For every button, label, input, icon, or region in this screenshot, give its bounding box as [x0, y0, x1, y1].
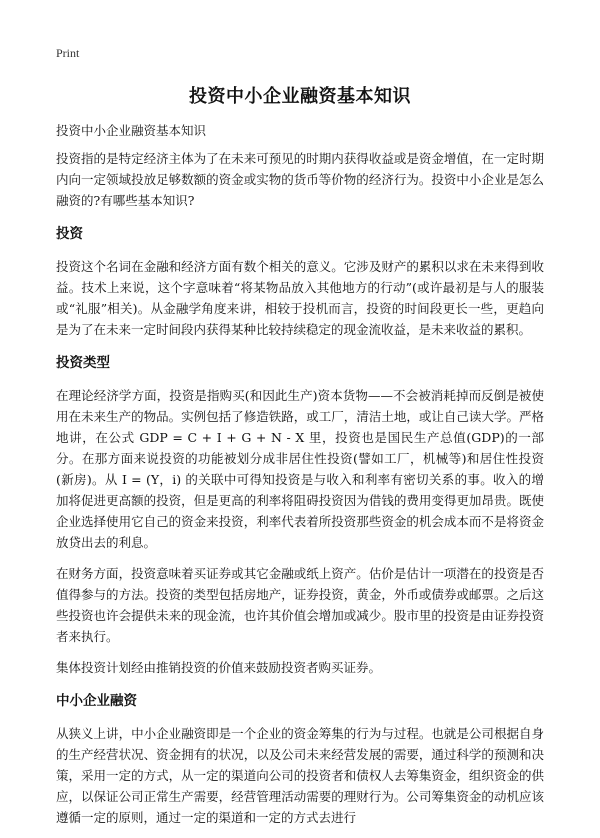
- section-heading-investment-types: 投资类型: [56, 355, 110, 371]
- article-body: [56, 120, 544, 838]
- investment-types-paragraph-3: 集体投资计划经由推销投资的价值来鼓励投资者购买证券。: [56, 660, 382, 675]
- section-heading-investment: 投资: [56, 226, 83, 242]
- sme-financing-paragraph: 从狭义上讲，中小企业融资即是一个企业的资金筹集的行为与过程。也就是公司根据自身的生产经营状况、资金拥有的状况，以及公司未来经营发展的需要，通过科学的预测和决策，采用一定的方式，从一定的渠道向公司的投资者和债权人去筹集资金，组织资金的供应，以保证公司正常生产需要，经营管理活动需要的理财行为。公司筹集资金的动机应该遵循一定的原则，通过一定的渠道和一定的方式去进行: [56, 726, 544, 825]
- investment-types-paragraph-2: 在财务方面，投资意味着买证券或其它金融或纸上资产。估价是估计一项潜在的投资是否值得参与的方法。投资的类型包括房地产，证券投资，黄金，外币或债券或邮票。之后这些投资也许会提供未来的现金流，也许其价值会增加或减少。股市里的投资是由证券投资者来执行。: [56, 566, 544, 644]
- print-link[interactable]: Print: [56, 46, 80, 60]
- article-subtitle: 投资中小企业融资基本知识: [56, 123, 207, 138]
- investment-types-paragraph-1: 在理论经济学方面，投资是指购买(和因此生产)资本货物——不会被消耗掉而反倒是被使用在未来生产的物品。实例包括了修造铁路，或工厂，清洁土地，或让自己读大学。严格地讲，在公式 GDP = C + I + G + N - X 里，投资也是国民生产总值(GDP)的一部分。在那方面来说投资的功能被划分成非居住性投资(譬如工厂，机械等)和居住性投资(新房)。从 I = (Y，i) 的关联中可得知投资是与收入和利率有密切关系的事。收入的增加将促进更高额的投资，但是更高的利率将阻碍投资因为借钱的费用变得更加昂贵。既使企业选择使用它自己的资金来投资，利率代表着所投资那些资金的机会成本而不是将资金放贷出去的利息。: [56, 388, 544, 550]
- section-heading-sme-financing: 中小企业融资: [56, 693, 137, 709]
- intro-paragraph: 投资指的是特定经济主体为了在未来可预见的时期内获得收益或是资金增值，在一定时期内向一定领域投放足够数额的资金或实物的货币等价物的经济行为。投资中小企业是怎么融资的?有哪些基本知识?: [56, 151, 544, 208]
- investment-paragraph: 投资这个名词在金融和经济方面有数个相关的意义。它涉及财产的累积以求在未来得到收益。技术上来说，这个字意味着“将某物品放入其他地方的行动”(或许最初是与人的服装或“礼服”相关)。从金融学角度来讲，相较于投机而言，投资的时间段更长一些，更趋向是为了在未来一定时间段内获得某种比较持续稳定的现金流收益，是未来收益的累积。: [56, 259, 544, 337]
- page-title: 投资中小企业融资基本知识: [189, 86, 411, 107]
